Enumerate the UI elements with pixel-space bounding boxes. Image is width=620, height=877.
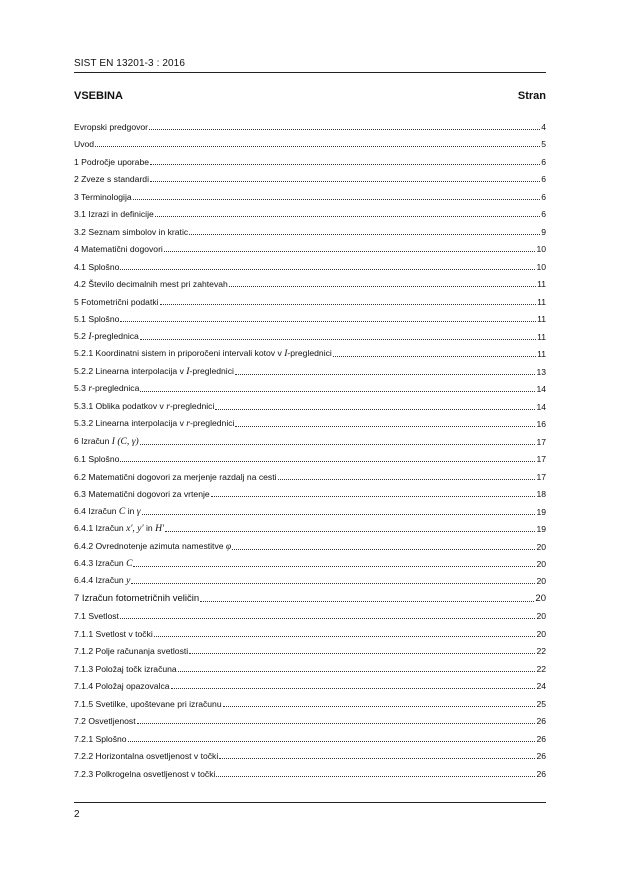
toc-entry-title: 7 Izračun fotometričnih veličin (74, 592, 200, 604)
toc-entry[interactable] (74, 662, 546, 674)
toc-entry-title: 5.2.1 Koordinatni sistem in priporočeni intervali kotov v I-preglednici (74, 348, 332, 360)
toc-entry[interactable] (74, 435, 546, 447)
toc-entry-title: 7.1.1 Svetlost v točki (74, 628, 153, 639)
toc-entry-page: 19 (536, 524, 546, 535)
toc-entry[interactable] (74, 172, 546, 184)
dot-leader (154, 635, 536, 637)
toc-entry-title: 6.1 Splošno (74, 454, 120, 465)
dot-leader (155, 215, 540, 217)
toc-entry-title: 5.3.2 Linearna interpolacija v r-preglednici (74, 418, 235, 430)
toc-entry[interactable] (74, 767, 546, 779)
toc-entry-symbol: I (C, γ) (111, 435, 139, 447)
toc-entry-symbol: r (88, 383, 93, 395)
toc-entry-page: 6 (541, 209, 546, 220)
toc-entry[interactable] (74, 714, 546, 726)
toc-entry-page: 26 (536, 751, 546, 762)
toc-entry-title: 7.2 Osvetljenost (74, 716, 136, 727)
toc-entry-title: 3 Terminologija (74, 191, 132, 202)
toc-entry-page: 11 (537, 279, 546, 290)
toc-entry-page: 20 (536, 541, 546, 552)
contents-heading-row (74, 90, 546, 102)
dot-leader (150, 180, 540, 182)
dot-leader (278, 478, 536, 480)
toc-entry[interactable] (74, 400, 546, 412)
toc-entry-title: 5.1 Splošno (74, 314, 120, 325)
dot-leader (333, 355, 536, 357)
toc-entry[interactable] (74, 225, 546, 237)
dot-leader (137, 722, 536, 724)
toc-entry[interactable] (74, 155, 546, 167)
toc-entry-page: 22 (536, 646, 546, 657)
page-column-label: Stran (517, 90, 546, 102)
toc-entry-title: 6 Izračun I (C, γ) (74, 435, 139, 447)
toc-entry-title: 5.2.2 Linearna interpolacija v I-preglednici (74, 365, 234, 377)
toc-entry[interactable] (74, 382, 546, 394)
toc-entry[interactable] (74, 487, 546, 499)
toc-entry-title: 7.2.1 Splošno (74, 733, 127, 744)
dot-leader (142, 513, 536, 515)
toc-entry-title: 7.1.2 Polje računanja svetlosti (74, 646, 189, 657)
toc-entry-title: 4 Matematični dogovori (74, 244, 163, 255)
toc-entry-page: 17 (536, 454, 546, 465)
toc-entry-page: 20 (536, 576, 546, 587)
toc-entry-page: 11 (537, 314, 546, 325)
toc-entry[interactable] (74, 627, 546, 639)
toc-entry-title: 3.2 Seznam simbolov in kratic (74, 226, 189, 237)
toc-entry[interactable] (74, 347, 546, 359)
toc-entry-page: 4 (541, 122, 546, 132)
toc-entry[interactable] (74, 557, 546, 569)
toc-entry-title: 2 Zveze s standardi (74, 174, 149, 185)
toc-entry[interactable] (74, 470, 546, 482)
toc-entry-page: 18 (536, 489, 546, 500)
toc-entry-symbol: C (118, 505, 126, 517)
toc-entry[interactable] (74, 365, 546, 377)
toc-entry-page: 11 (537, 296, 546, 307)
toc-entry-page: 10 (536, 244, 546, 255)
toc-entry[interactable] (74, 505, 546, 517)
toc-entry-title: 6.4.2 Ovrednotenje azimuta namestitve φ (74, 540, 232, 552)
toc-entry[interactable] (74, 679, 546, 691)
dot-leader (223, 705, 536, 707)
toc-entry-page: 14 (536, 401, 546, 412)
toc-entry-title: 5.2 I-preglednica (74, 330, 139, 342)
toc-entry-title: 7.2.2 Horizontalna osvetljenost v točki (74, 751, 219, 762)
toc-entry-page: 6 (541, 156, 546, 167)
toc-entry-page: 26 (536, 733, 546, 744)
toc-entry-symbol: H′ (155, 523, 165, 535)
dot-leader (189, 652, 535, 654)
toc-entry-page: 26 (536, 768, 546, 779)
toc-entry-page: 26 (536, 716, 546, 727)
toc-entry[interactable] (74, 295, 546, 307)
toc-entry-title: 7.1.3 Položaj točk izračuna (74, 663, 177, 674)
dot-leader (133, 198, 541, 200)
toc-entry-title: 4.1 Splošno (74, 261, 120, 272)
toc-entry[interactable] (74, 137, 546, 149)
toc-entry-page: 19 (536, 506, 546, 517)
dot-leader (235, 373, 536, 375)
toc-entry-symbol: γ (136, 505, 141, 517)
dot-leader (229, 285, 536, 287)
toc-entry-symbol: I (186, 365, 190, 377)
toc-entry-symbol: C (126, 558, 133, 569)
dot-leader (120, 320, 536, 322)
toc-entry[interactable] (74, 417, 546, 429)
toc-entry[interactable] (74, 609, 546, 621)
toc-entry-symbol: x′, y′ (126, 523, 144, 535)
toc-entry-page: 11 (537, 331, 546, 342)
toc-entry-page: 10 (536, 261, 546, 272)
dot-leader (140, 443, 536, 445)
toc-entry-page: 14 (536, 384, 546, 395)
toc-entry-page: 5 (541, 139, 546, 150)
toc-entry-title: 3.1 Izrazi in definicije (74, 209, 154, 220)
dot-leader (178, 670, 536, 672)
toc-entry-page: 24 (536, 681, 546, 692)
toc-entry[interactable] (74, 277, 546, 289)
toc-entry-page: 20 (535, 592, 546, 604)
toc-entry[interactable] (74, 522, 546, 534)
toc-entry-symbol: φ (225, 540, 232, 552)
dot-leader (189, 233, 540, 235)
dot-leader (232, 548, 535, 550)
dot-leader (149, 128, 540, 130)
toc-entry[interactable] (74, 312, 546, 324)
dot-leader (140, 338, 536, 340)
toc-entry-title: 6.4.3 Izračun C (74, 558, 133, 569)
toc-entry-page: 6 (541, 174, 546, 185)
dot-leader (133, 565, 535, 567)
contents-title: VSEBINA (74, 90, 123, 102)
toc-entry-title: 5.3.1 Oblika podatkov v r-preglednici (74, 400, 215, 412)
toc-entry[interactable] (74, 452, 546, 464)
toc-entry-page: 20 (536, 559, 546, 569)
toc-entry-page: 17 (536, 436, 546, 447)
toc-entry[interactable] (74, 749, 546, 761)
toc-entry-title: 7.1.4 Položaj opazovalca (74, 681, 170, 692)
toc-entry-page: 20 (536, 611, 546, 622)
toc-entry[interactable] (74, 592, 546, 604)
toc-entry-title: 6.2 Matematični dogovori za merjenje razdalj na cesti (74, 471, 277, 482)
dot-leader (120, 268, 535, 270)
dot-leader (95, 145, 540, 147)
toc-entry[interactable] (74, 697, 546, 709)
toc-entry-page: 9 (541, 226, 546, 237)
dot-leader (140, 390, 535, 392)
toc-entry-page: 20 (536, 628, 546, 639)
toc-entry-symbol: r (166, 400, 170, 412)
toc-entry[interactable] (74, 190, 546, 202)
document-header: SIST EN 13201-3 : 2016 (74, 58, 185, 69)
toc-entry-title: 5 Fotometrični podatki (74, 296, 159, 307)
toc-entry-symbol: y (126, 575, 131, 587)
dot-leader (219, 757, 535, 759)
toc-entry-title: 7.1.5 Svetilke, upoštevane pri izračunu (74, 698, 222, 709)
dot-leader (171, 687, 536, 689)
toc-entry-page: 6 (541, 191, 546, 202)
toc-entry[interactable] (74, 574, 546, 586)
toc-entry-title: Uvod (74, 139, 95, 150)
toc-entry-symbol: I (88, 330, 92, 342)
toc-entry-title: 6.4.1 Izračun x′, y′ in H′ (74, 523, 165, 535)
toc-entry[interactable] (74, 540, 546, 552)
toc-entry-page: 13 (536, 366, 546, 377)
toc-entry-title: 5.3 r-preglednica (74, 383, 140, 395)
page-number: 2 (74, 809, 80, 820)
toc-entry-page: 11 (537, 349, 546, 360)
toc-entry[interactable] (74, 330, 546, 342)
dot-leader (235, 425, 535, 427)
toc-entry-title: 7.2.3 Polkrogelna osvetljenost v točki (74, 768, 216, 779)
toc-entry-page: 25 (536, 698, 546, 709)
dot-leader (211, 495, 536, 497)
footer-rule (74, 802, 546, 803)
toc-entry-symbol: r (186, 418, 191, 430)
dot-leader (215, 408, 535, 410)
toc-entry[interactable] (74, 732, 546, 744)
toc-entry-page: 22 (536, 663, 546, 674)
toc-entry-title: 6.3 Matematični dogovori za vrtenje (74, 489, 210, 500)
dot-leader (216, 775, 535, 777)
toc-entry-title: 1 Področje uporabe (74, 156, 150, 167)
toc-entry-symbol: I (284, 348, 288, 360)
dot-leader (128, 740, 536, 742)
toc-entry-title: 4.2 Število decimalnih mest pri zahtevah (74, 279, 228, 290)
toc-entry-title: 7.1 Svetlost (74, 611, 119, 622)
toc-entry-page: 16 (536, 419, 546, 430)
toc-entry[interactable] (74, 120, 546, 132)
dot-leader (120, 460, 535, 462)
toc-entry-title: 6.4.4 Izračun y (74, 575, 131, 587)
toc-entry[interactable] (74, 207, 546, 219)
toc-entry[interactable] (74, 644, 546, 656)
header-rule (74, 72, 546, 73)
toc-entry-page: 17 (536, 471, 546, 482)
dot-leader (165, 530, 535, 532)
dot-leader (160, 303, 537, 305)
toc-entry[interactable] (74, 260, 546, 272)
dot-leader (131, 582, 535, 584)
dot-leader (164, 250, 536, 252)
dot-leader (120, 617, 536, 619)
dot-leader (200, 600, 534, 602)
toc-entry-title: Evropski predgovor (74, 122, 149, 132)
toc-entry-title: 6.4 Izračun C in γ (74, 505, 141, 517)
toc-entry[interactable] (74, 242, 546, 254)
dot-leader (150, 163, 540, 165)
